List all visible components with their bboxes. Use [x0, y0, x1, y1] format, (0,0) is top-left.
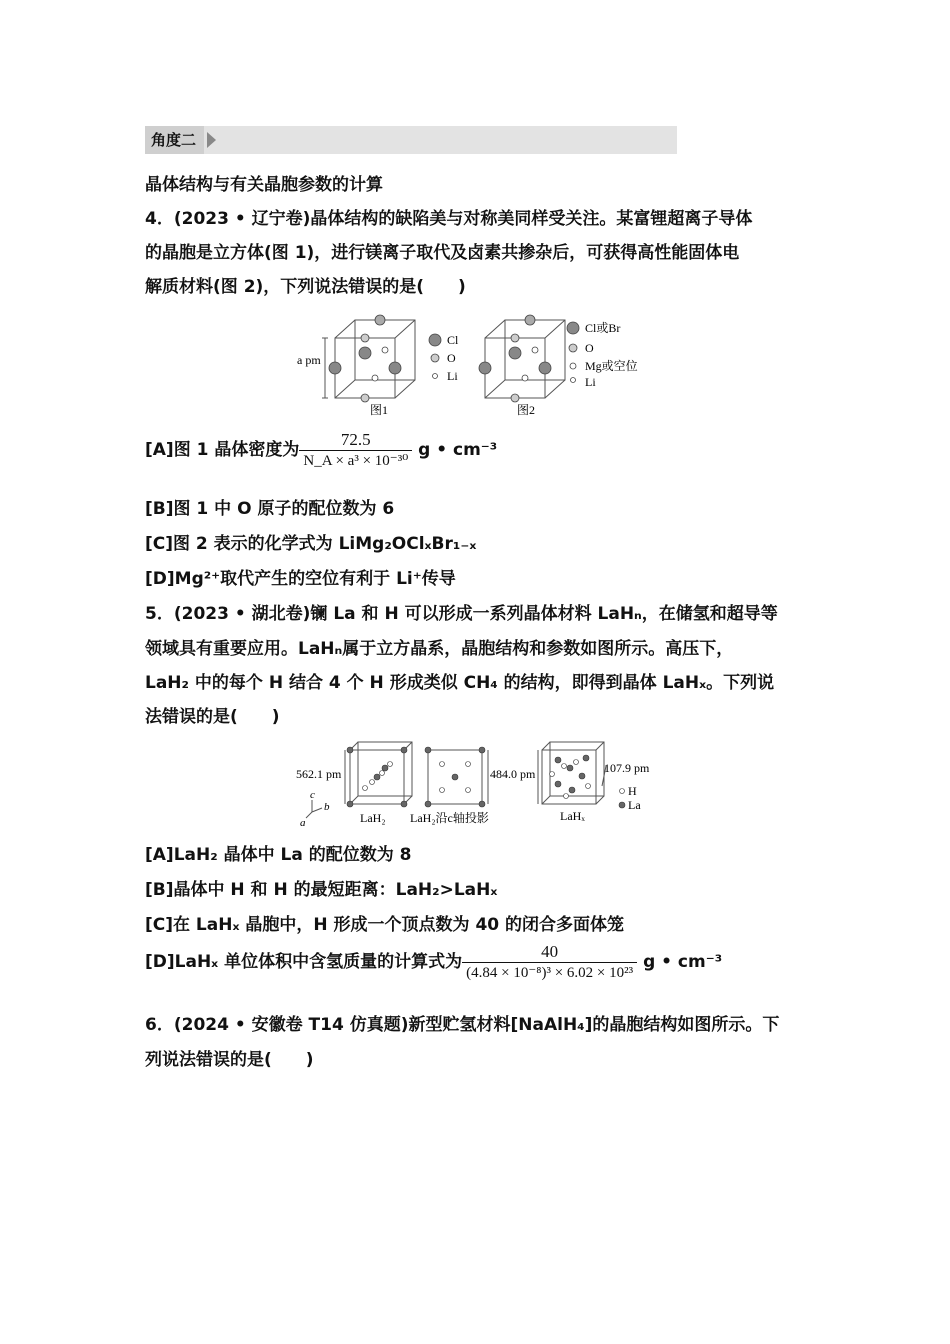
q5-option-b: [B]晶体中 H 和 H 的最短距离：LaH₂>LaHₓ	[145, 880, 498, 900]
q5-stem-line2: 领域具有重要应用。LaHₙ属于立方晶系，晶胞结构和参数如图所示。高压下，	[145, 639, 734, 659]
q4-legend2-item: Li	[585, 375, 596, 389]
q5-caption1: LaH₂	[360, 811, 386, 825]
q5-frac-denominator: (4.84 × 10⁻⁸)³ × 6.02 × 10²³	[462, 962, 637, 982]
q5-option-d-unit: g • cm⁻³	[643, 952, 723, 972]
q4-stem-line3: 解质材料(图 2)，下列说法错误的是( )	[145, 277, 466, 297]
q5-source: (2023 • 湖北卷)	[173, 604, 311, 624]
q4-option-d: [D]Mg²⁺取代产生的空位有利于 Li⁺传导	[145, 569, 456, 589]
q5-frac-numerator: 40	[541, 942, 559, 961]
q5-param3: 107.9 pm	[604, 761, 650, 775]
q6-stem-line2: 列说法错误的是( )	[145, 1050, 314, 1070]
q5-mass-fraction	[462, 942, 637, 982]
q6-source: (2024 • 安徽卷 T14 仿真题)	[173, 1015, 409, 1035]
q6-number: 6．	[145, 1015, 174, 1035]
q4-frac-denominator: N_A × a³ × 10⁻³⁰	[299, 450, 412, 470]
q5-figure	[290, 738, 670, 828]
q4-legend2-item: O	[585, 341, 594, 355]
q5-legend-la: La	[628, 798, 641, 812]
q5-legend-h: H	[628, 784, 637, 798]
q4-option-c: [C]图 2 表示的化学式为 LiMg₂OClₓBr₁₋ₓ	[145, 534, 477, 554]
q4-fig2-caption: 图2	[517, 403, 536, 417]
q4-stem-line2: 的晶胞是立方体(图 1)，进行镁离子取代及卤素共掺杂后，可获得高性能固体电	[145, 243, 740, 263]
q4-stem-text: 晶体结构的缺陷美与对称美同样受关注。某富锂超离子导体	[310, 209, 753, 229]
q4-legend1-item: Li	[447, 369, 458, 383]
q5-param1: 562.1 pm	[296, 767, 342, 781]
q4-option-a-prefix: [A]图 1 晶体密度为	[145, 440, 300, 460]
q5-stem-line3: LaH₂ 中的每个 H 结合 4 个 H 形成类似 CH₄ 的结构，即得到晶体 LaHₓ。下列说	[145, 673, 775, 693]
section-tag: 角度二	[145, 126, 204, 154]
q5-option-d-prefix: [D]LaHₓ 单位体积中含氢质量的计算式为	[145, 952, 463, 972]
q5-axis-b: b	[324, 801, 330, 813]
q4-stem-line1	[145, 204, 752, 229]
q4-fig1-caption: 图1	[370, 403, 389, 417]
q4-legend2-item: Mg或空位	[585, 359, 638, 373]
q5-stem-text: 镧 La 和 H 可以形成一系列晶体材料 LaHₙ，在储氢和超导等	[310, 604, 778, 624]
q6-stem-text: 新型贮氢材料[NaAlH₄]的晶胞结构如图所示。下	[408, 1015, 780, 1035]
q5-param2: 484.0 pm	[490, 767, 536, 781]
q5-caption2: LaH₂沿c轴投影	[410, 811, 489, 825]
q5-caption3: LaHₓ	[560, 809, 585, 823]
section-tag-bar	[145, 126, 677, 154]
q5-axis-c: c	[310, 789, 315, 801]
q5-stem-line1	[145, 599, 778, 624]
section-heading: 晶体结构与有关晶胞参数的计算	[145, 175, 383, 195]
q4-legend1-item: Cl	[447, 333, 459, 347]
q5-option-d	[145, 942, 722, 982]
q4-legend1-item: O	[447, 351, 456, 365]
q4-option-b: [B]图 1 中 O 原子的配位数为 6	[145, 499, 395, 519]
q5-option-a: [A]LaH₂ 晶体中 La 的配位数为 8	[145, 845, 412, 865]
q5-option-c: [C]在 LaHₓ 晶胞中，H 形成一个顶点数为 40 的闭合多面体笼	[145, 915, 625, 935]
q4-number: 4．	[145, 209, 174, 229]
q4-frac-numerator: 72.5	[340, 430, 371, 449]
q4-scale-label: a pm	[297, 353, 321, 367]
arrow-icon	[207, 132, 216, 148]
q4-option-a	[145, 430, 497, 470]
q4-density-fraction	[299, 430, 412, 470]
q4-option-a-unit: g • cm⁻³	[418, 440, 498, 460]
q5-axis-a: a	[300, 817, 306, 828]
q4-source: (2023 • 辽宁卷)	[173, 209, 311, 229]
q5-number: 5．	[145, 604, 174, 624]
q6-stem-line1	[145, 1010, 779, 1035]
q4-legend2-item: Cl或Br	[585, 321, 621, 335]
q5-stem-line4: 法错误的是( )	[145, 707, 280, 727]
q4-figure	[295, 308, 665, 420]
